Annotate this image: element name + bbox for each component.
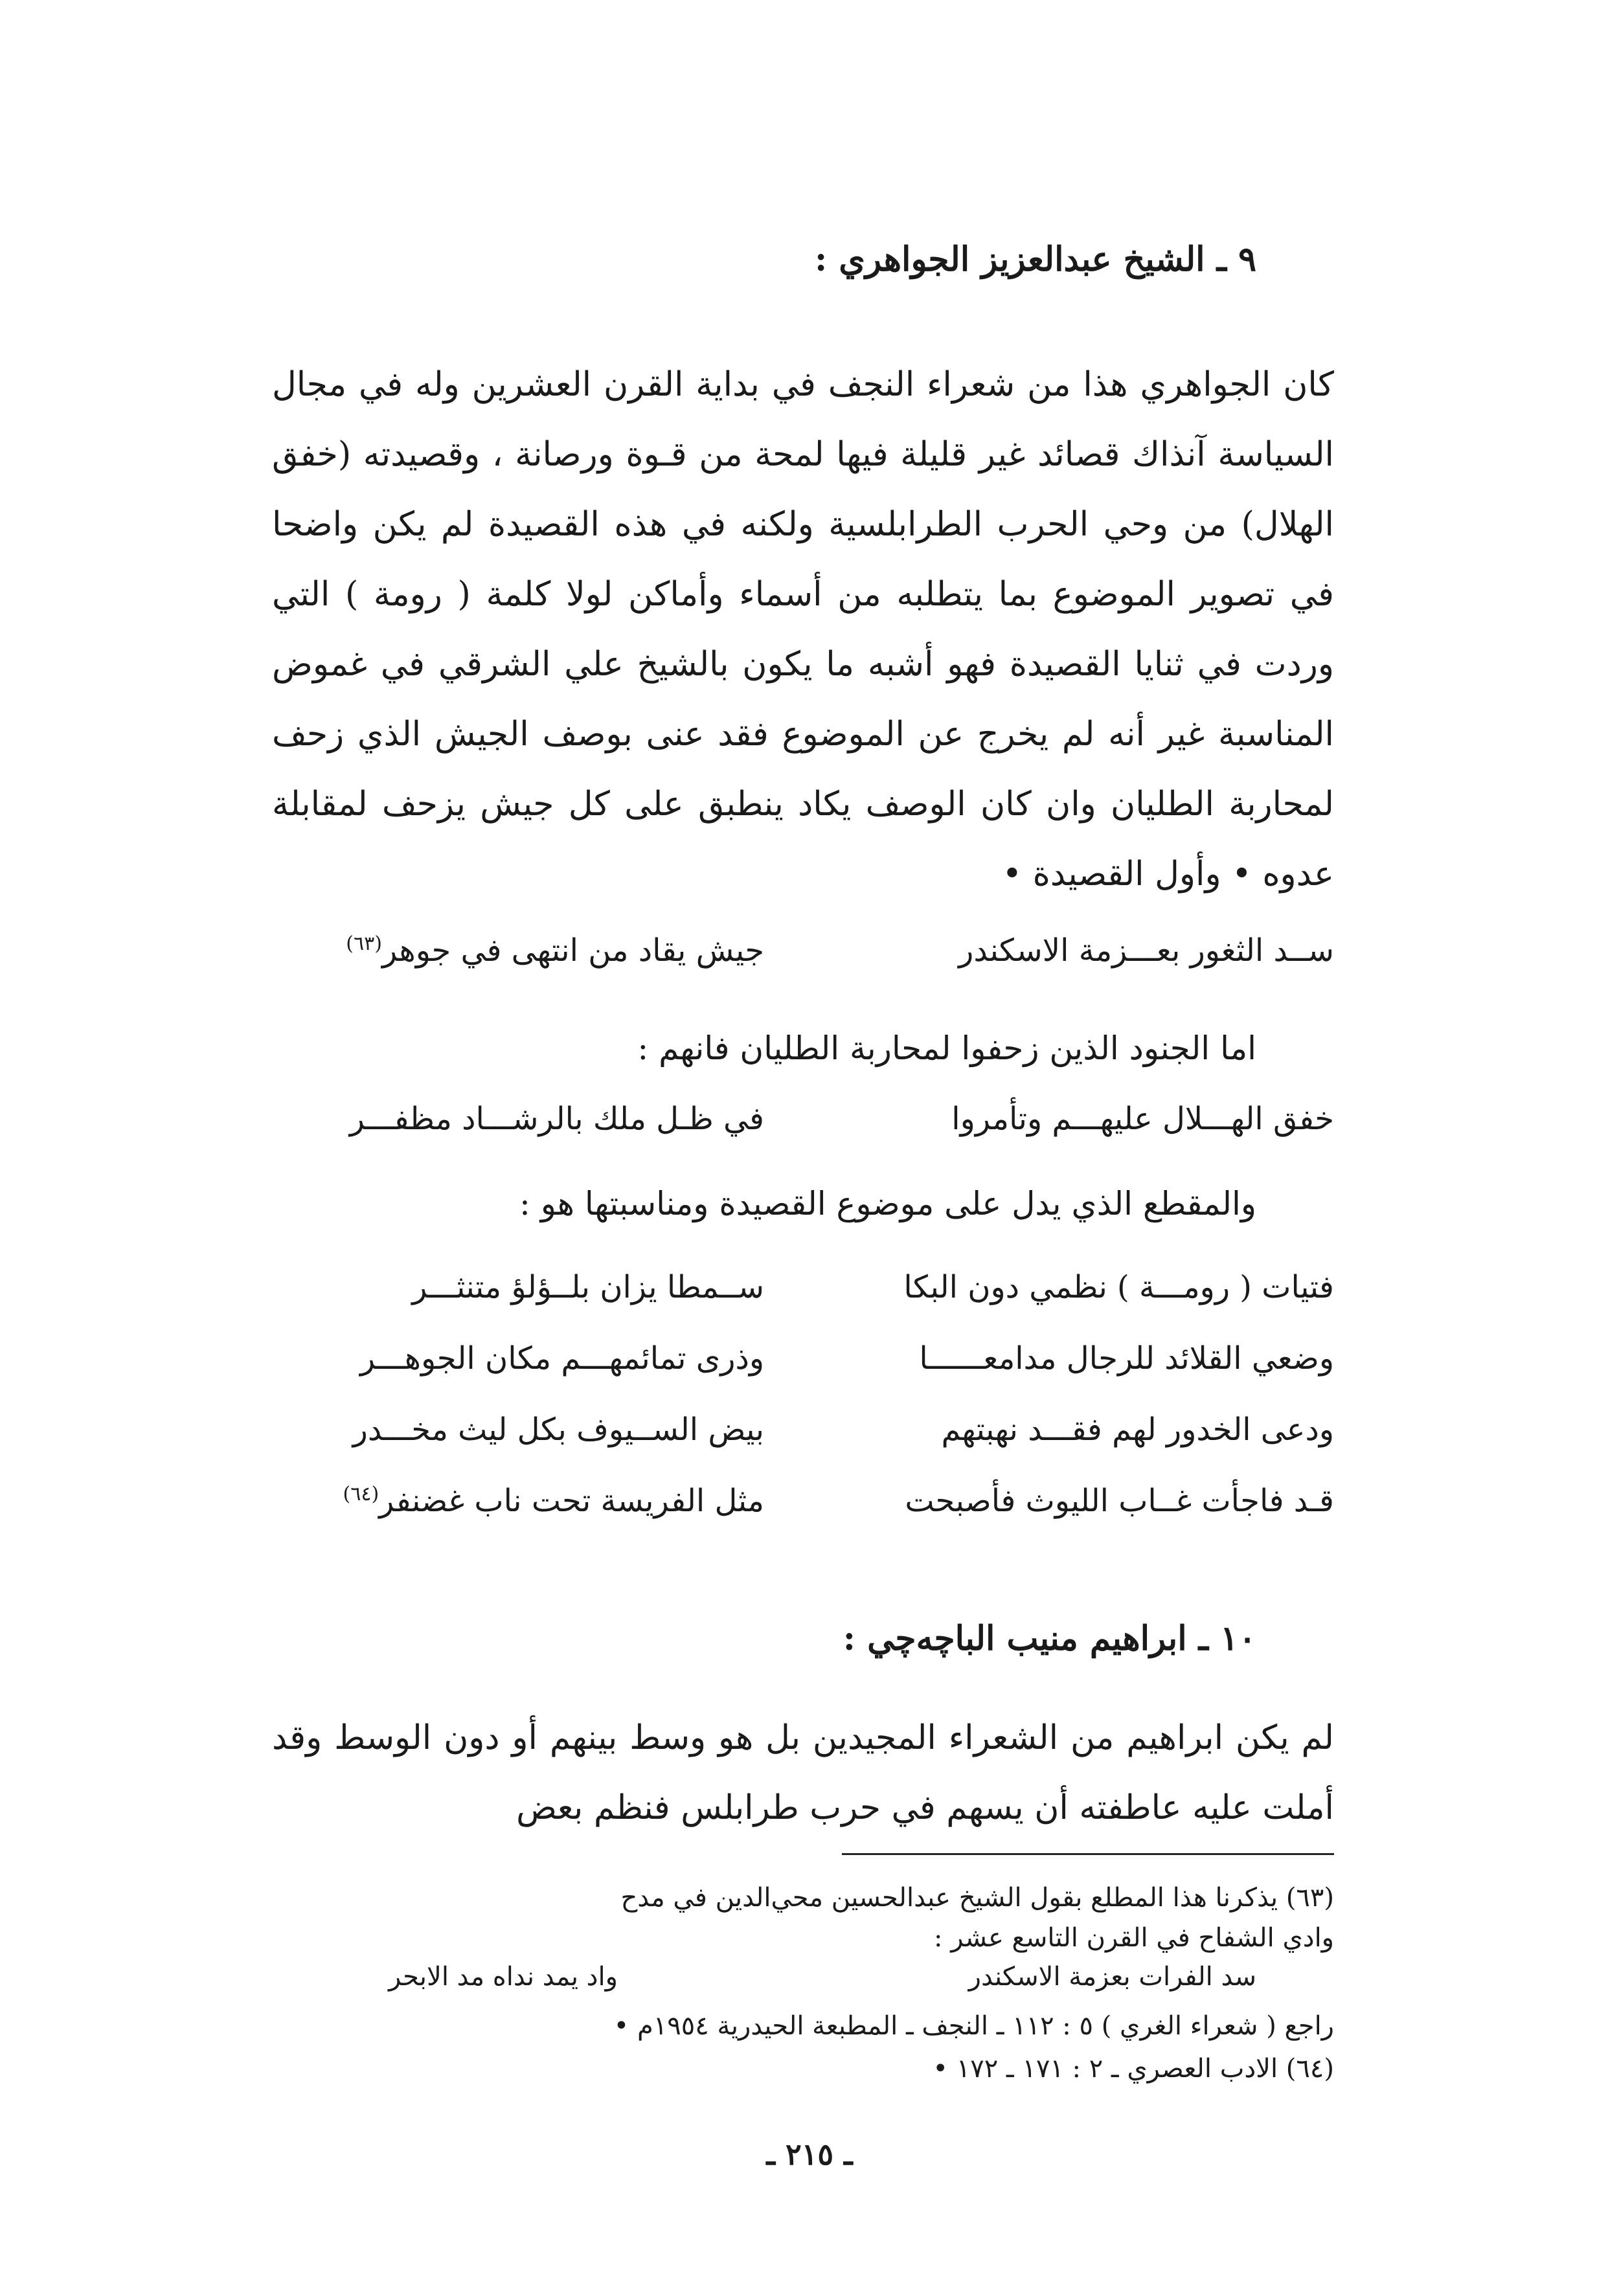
section-10-heading: ١٠ ـ ابراهيم منيب الباچه‌چي :: [843, 1619, 1256, 1658]
footnote-64: (٦٤) الادب العصري ـ ٢ : ١٧١ ـ ١٧٢ •: [933, 2054, 1334, 2084]
verse-second-hemistich: ســمطا يزان بلــؤلؤ متنثـــر: [412, 1269, 764, 1305]
footnote-63-line-2: وادي الشفاح في القرن التاسع عشر :: [934, 1923, 1334, 1953]
footnote-63-verse-second: واد يمد نداه مد الابحر: [389, 1962, 618, 1992]
footnote-63-line-1: (٦٣) يذكرنا هذا المطلع بقول الشيخ عبدالحسين محي‌الدين في مدح: [620, 1883, 1334, 1913]
soldiers-verse: [272, 1101, 1334, 1153]
verse-first-hemistich: فتيات ( رومـــة ) نظمي دون البكا: [903, 1269, 1334, 1305]
verse-first-hemistich: ســد الثغور بعـــزمة الاسكندر: [958, 932, 1334, 969]
closing-verse-3: [272, 1412, 1334, 1463]
closing-intro: والمقطع الذي يدل على موضوع القصيدة ومناسبتها هو :: [519, 1185, 1256, 1222]
verse-second-hemistich: وذرى تمائمهـــم مكان الجوهـــر: [360, 1340, 764, 1377]
section-10-paragraph: لم يكن ابراهيم من الشعراء المجيدين بل هو وسط بينهم أو دون الوسط وقد أملت عليه عاطفته أن يسهم في حرب طرابلس فنظم بعض: [272, 1718, 1334, 1827]
soldiers-intro: اما الجنود الذين زحفوا لمحاربة الطليان فانهم :: [637, 1030, 1256, 1067]
opening-verse: [272, 932, 1334, 984]
page-number: ـ ٢١٥ ـ: [766, 2137, 853, 2172]
footnote-ref-63: (٦٣): [346, 932, 382, 955]
verse-second-hemistich: جيش يقاد من انتهى في جوهر$^{(٦٣)}$: [346, 932, 764, 969]
closing-verse-4: [272, 1483, 1334, 1535]
closing-verse-2: [272, 1340, 1334, 1392]
verse-second-hemistich: في ظـل ملك بالرشـــاد مظفـــر: [349, 1101, 764, 1137]
verse-first-hemistich: وضعي القلائد للرجال مدامعــــــا: [919, 1340, 1334, 1377]
verse-first-hemistich: خفق الهـــلال عليهـــم وتأمروا: [951, 1101, 1334, 1137]
verse-second-hemistich: مثل الفريسة تحت ناب غضنفر$^{(٦٤)}$: [343, 1483, 764, 1519]
footnote-ref-64: (٦٤): [343, 1483, 379, 1505]
verse-first-hemistich: ودعى الخدور لهم فقـــد نهبتهم: [941, 1412, 1334, 1448]
verse-first-hemistich: قـد فاجأت غــاب الليوث فأصبحت: [905, 1483, 1334, 1519]
closing-verse-1: [272, 1269, 1334, 1321]
footnote-divider: [842, 1853, 1334, 1855]
section-9-heading: ٩ ـ الشيخ عبدالعزيز الجواهري :: [814, 240, 1256, 279]
footnote-63-reference: راجع ( شعراء الغري ) ٥ : ١١٢ ـ النجف ـ المطبعة الحيدرية ١٩٥٤م •: [613, 2011, 1334, 2041]
verse-second-hemistich: بيض الســيوف بكل ليث مخـــدر: [352, 1412, 764, 1448]
footnote-63-verse-first: سد الفرات بعزمة الاسكندر: [968, 1962, 1256, 1992]
section-9-paragraph: كان الجواهري هذا من شعراء النجف في بداية القرن العشرين وله في مجال السياسة آنذاك قصائد غير قليلة فيها لمحة من قـوة ورصانة ، وقصيدته (خفق الهلال) من وحي الحرب الطرابلسية ولكنه في هذه القصيدة لم يكن واضحا في تصوير الموضوع بما يتطلبه من أسماء وأماكن لولا كلمة ( رومة ) التي وردت في ثنايا القصيدة فهو أشبه ما يكون بالشيخ علي الشرقي في غموض المناسبة غير أنه لم يخرج عن الموضوع فقد عنى بوصف الجيش الذي زحف لمحاربة الطليان وان كان الوصف يكاد ينطبق على كل جيش يزحف لمقابلة عدوه • وأول القصيدة •: [272, 365, 1334, 894]
